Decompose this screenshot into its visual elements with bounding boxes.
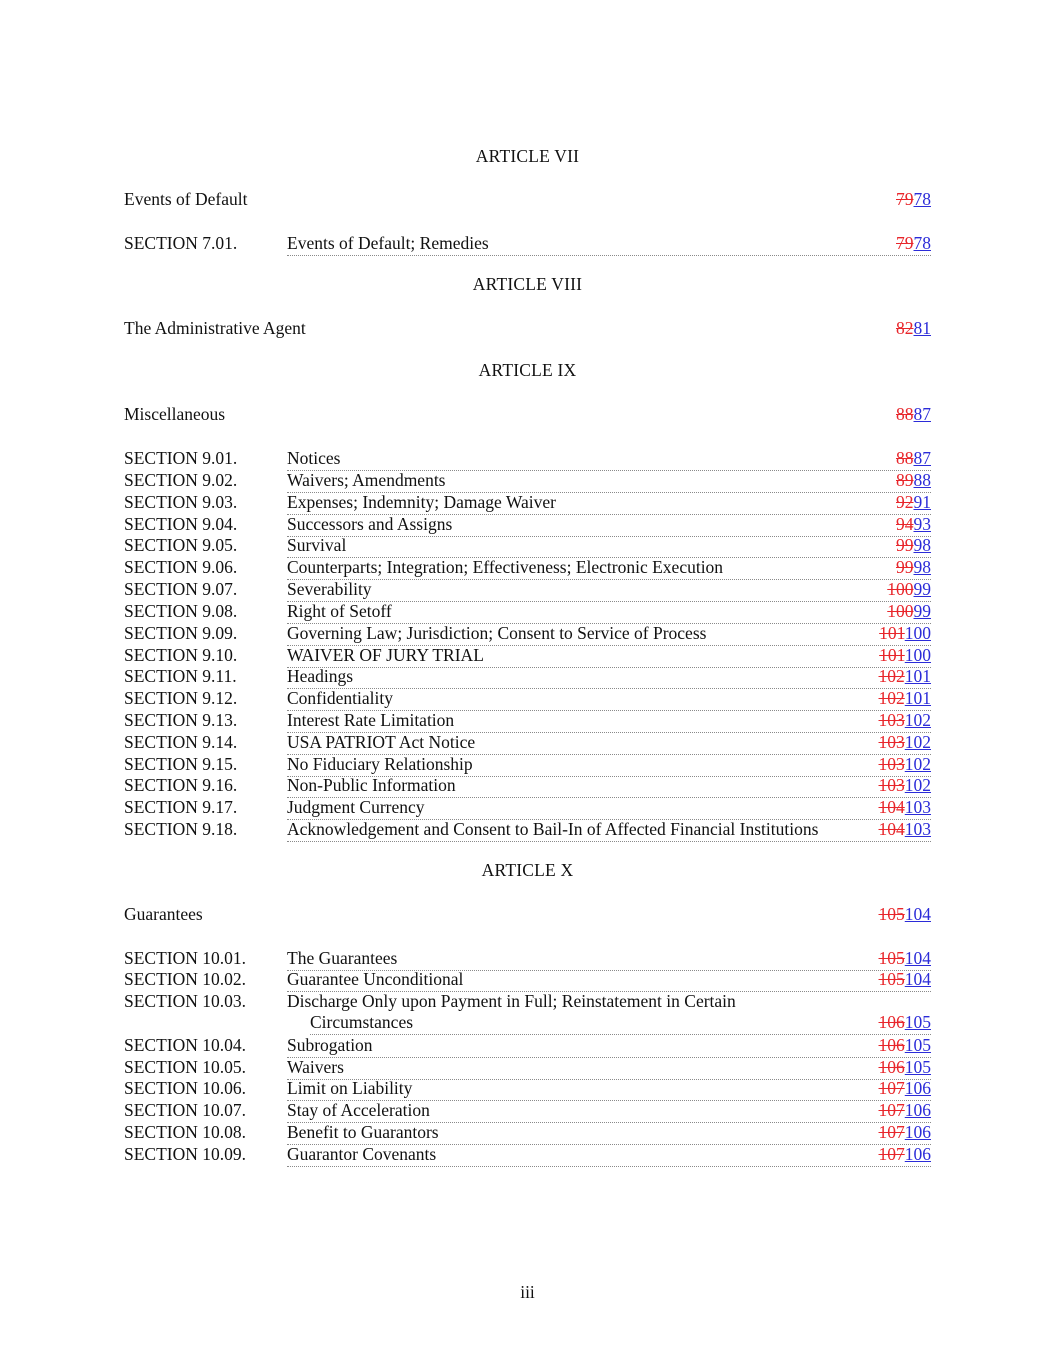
section-title: Governing Law; Jurisdiction; Consent to Service of Process bbox=[287, 623, 707, 643]
inserted-page-number[interactable]: 98 bbox=[913, 557, 931, 577]
deleted-page-number: 107 bbox=[878, 1100, 905, 1120]
inserted-page-number[interactable]: 104 bbox=[904, 948, 931, 968]
toc-row[interactable] bbox=[124, 821, 931, 843]
section-title: Acknowledgement and Consent to Bail-In of Affected Financial Institutions bbox=[287, 819, 819, 839]
section-number: SECTION 9.09. bbox=[124, 623, 238, 643]
page-ref[interactable] bbox=[894, 472, 931, 490]
deleted-page-number: 107 bbox=[878, 1078, 905, 1098]
inserted-page-number[interactable]: 104 bbox=[904, 969, 931, 989]
section-title: Survival bbox=[287, 535, 347, 555]
deleted-page-number: 104 bbox=[878, 819, 905, 839]
page-ref[interactable] bbox=[894, 516, 931, 534]
section-title: Headings bbox=[287, 666, 354, 686]
section-number: SECTION 9.04. bbox=[124, 514, 238, 534]
inserted-page-number[interactable]: 101 bbox=[904, 688, 931, 708]
dot-leader bbox=[287, 581, 931, 602]
deleted-page-number: 88 bbox=[896, 448, 914, 468]
section-number: SECTION 9.11. bbox=[124, 666, 237, 686]
toc-row[interactable] bbox=[124, 668, 931, 690]
page-ref[interactable] bbox=[877, 1146, 932, 1164]
toc-row[interactable] bbox=[124, 734, 931, 756]
inserted-page-number[interactable]: 100 bbox=[904, 645, 931, 665]
dot-leader bbox=[287, 668, 931, 689]
article-heading: Events of Default bbox=[124, 189, 248, 209]
article-title: ARTICLE X bbox=[481, 860, 574, 880]
section-number: SECTION 9.07. bbox=[124, 579, 238, 599]
deleted-page-number: 102 bbox=[878, 666, 905, 686]
page-ref[interactable] bbox=[877, 950, 932, 968]
page-ref[interactable] bbox=[877, 906, 932, 924]
inserted-page-number[interactable]: 101 bbox=[904, 666, 931, 686]
toc-row[interactable] bbox=[124, 1037, 931, 1059]
toc-row[interactable] bbox=[124, 450, 931, 472]
dot-leader bbox=[287, 1059, 931, 1080]
inserted-page-number[interactable]: 106 bbox=[904, 1078, 931, 1098]
section-title-line2: Circumstances bbox=[310, 1012, 414, 1032]
deleted-page-number: 106 bbox=[878, 1035, 905, 1055]
page-ref[interactable] bbox=[894, 320, 931, 338]
deleted-page-number: 105 bbox=[878, 948, 905, 968]
section-title: Events of Default; Remedies bbox=[287, 233, 489, 253]
inserted-page-number[interactable]: 103 bbox=[904, 797, 931, 817]
deleted-page-number: 88 bbox=[896, 404, 914, 424]
article-heading-row[interactable] bbox=[124, 906, 931, 928]
inserted-page-number[interactable]: 106 bbox=[904, 1144, 931, 1164]
deleted-page-number: 103 bbox=[878, 732, 905, 752]
page-ref[interactable] bbox=[877, 1014, 932, 1032]
page-ref[interactable] bbox=[894, 235, 931, 253]
section-number: SECTION 10.01. bbox=[124, 948, 247, 968]
article-title: ARTICLE VII bbox=[475, 146, 580, 166]
toc-row[interactable] bbox=[124, 235, 931, 257]
inserted-page-number[interactable]: 106 bbox=[904, 1122, 931, 1142]
section-title: Notices bbox=[287, 448, 341, 468]
section-number: SECTION 10.06. bbox=[124, 1078, 247, 1098]
toc-row[interactable] bbox=[124, 516, 931, 538]
section-title: Interest Rate Limitation bbox=[287, 710, 455, 730]
section-title: Waivers bbox=[287, 1057, 344, 1077]
page-ref[interactable] bbox=[877, 625, 931, 643]
toc-row[interactable] bbox=[124, 1146, 931, 1168]
deleted-page-number: 94 bbox=[896, 514, 914, 534]
toc-row[interactable] bbox=[124, 799, 931, 821]
section-title: Right of Setoff bbox=[287, 601, 392, 621]
deleted-page-number: 106 bbox=[878, 1012, 905, 1032]
section-number: SECTION 10.09. bbox=[124, 1144, 247, 1164]
section-number: SECTION 9.03. bbox=[124, 492, 238, 512]
section-number: SECTION 9.13. bbox=[124, 710, 238, 730]
deleted-page-number: 89 bbox=[896, 470, 914, 490]
section-title: Waivers; Amendments bbox=[287, 470, 446, 490]
page-ref[interactable] bbox=[885, 581, 931, 599]
page-ref[interactable] bbox=[894, 559, 931, 577]
page-ref[interactable] bbox=[894, 450, 931, 468]
section-title: Successors and Assigns bbox=[287, 514, 453, 534]
page-ref[interactable] bbox=[877, 668, 932, 686]
deleted-page-number: 92 bbox=[896, 492, 914, 512]
page-ref[interactable] bbox=[877, 690, 932, 708]
section-number: SECTION 10.04. bbox=[124, 1035, 247, 1055]
article-heading-row[interactable] bbox=[124, 320, 931, 342]
toc-row[interactable] bbox=[124, 559, 931, 581]
page-ref[interactable] bbox=[894, 191, 931, 209]
deleted-page-number: 82 bbox=[896, 318, 914, 338]
toc-row[interactable] bbox=[124, 494, 931, 516]
section-number: SECTION 10.02. bbox=[124, 969, 247, 989]
page-ref[interactable] bbox=[877, 777, 932, 795]
deleted-page-number: 79 bbox=[896, 189, 914, 209]
page-ref[interactable] bbox=[877, 1080, 932, 1098]
dot-leader bbox=[287, 537, 931, 558]
section-title: WAIVER OF JURY TRIAL bbox=[287, 645, 484, 665]
section-title: Guarantee Unconditional bbox=[287, 969, 464, 989]
toc-row[interactable] bbox=[124, 690, 931, 712]
section-number: SECTION 9.17. bbox=[124, 797, 238, 817]
article-heading: Guarantees bbox=[124, 904, 203, 924]
section-number: SECTION 9.01. bbox=[124, 448, 238, 468]
toc-row[interactable] bbox=[124, 1080, 931, 1102]
inserted-page-number[interactable]: 88 bbox=[913, 470, 931, 490]
toc-row[interactable] bbox=[124, 603, 931, 625]
section-number: SECTION 10.07. bbox=[124, 1100, 247, 1120]
page-ref[interactable] bbox=[877, 756, 932, 774]
section-title: Guarantor Covenants bbox=[287, 1144, 437, 1164]
page-ref[interactable] bbox=[885, 603, 931, 621]
deleted-page-number: 99 bbox=[896, 535, 914, 555]
inserted-page-number[interactable]: 104 bbox=[904, 904, 931, 924]
deleted-page-number: 103 bbox=[878, 710, 905, 730]
toc-row[interactable] bbox=[124, 581, 931, 603]
toc-row[interactable] bbox=[124, 712, 931, 734]
section-title: Confidentiality bbox=[287, 688, 393, 708]
section-title: Counterparts; Integration; Effectiveness; Electronic Execution bbox=[287, 557, 724, 577]
section-title: Severability bbox=[287, 579, 372, 599]
toc-row[interactable] bbox=[124, 777, 931, 799]
section-number: SECTION 9.02. bbox=[124, 470, 238, 490]
deleted-page-number: 100 bbox=[887, 601, 914, 621]
toc-row[interactable] bbox=[124, 625, 931, 647]
section-number: SECTION 9.10. bbox=[124, 645, 238, 665]
inserted-page-number[interactable]: 102 bbox=[904, 775, 931, 795]
page-ref[interactable] bbox=[877, 1102, 932, 1120]
section-number: SECTION 9.15. bbox=[124, 754, 238, 774]
deleted-page-number: 107 bbox=[878, 1122, 905, 1142]
article-heading-row[interactable] bbox=[124, 191, 931, 213]
inserted-page-number[interactable]: 102 bbox=[904, 754, 931, 774]
section-number: SECTION 10.05. bbox=[124, 1057, 247, 1077]
toc-row[interactable] bbox=[124, 993, 931, 1037]
article-heading: Miscellaneous bbox=[124, 404, 226, 424]
page-ref[interactable] bbox=[877, 712, 932, 730]
deleted-page-number: 101 bbox=[879, 645, 905, 665]
toc-row[interactable] bbox=[124, 537, 931, 559]
toc-row[interactable] bbox=[124, 647, 931, 669]
page-ref[interactable] bbox=[877, 799, 932, 817]
inserted-page-number[interactable]: 99 bbox=[913, 579, 931, 599]
deleted-page-number: 105 bbox=[878, 969, 905, 989]
page-ref[interactable] bbox=[877, 1124, 932, 1142]
inserted-page-number[interactable]: 103 bbox=[904, 819, 931, 839]
deleted-page-number: 107 bbox=[878, 1144, 905, 1164]
inserted-page-number[interactable]: 100 bbox=[904, 623, 931, 643]
article-title: ARTICLE VIII bbox=[472, 274, 583, 294]
page-number-footer: iii bbox=[520, 1282, 535, 1302]
section-number: SECTION 9.12. bbox=[124, 688, 238, 708]
inserted-page-number[interactable]: 99 bbox=[913, 601, 931, 621]
article-title: ARTICLE IX bbox=[478, 360, 577, 380]
section-number: SECTION 9.06. bbox=[124, 557, 238, 577]
section-title: USA PATRIOT Act Notice bbox=[287, 732, 476, 752]
section-title-line1: Discharge Only upon Payment in Full; Reinstatement in Certain bbox=[287, 991, 736, 1011]
deleted-page-number: 100 bbox=[887, 579, 914, 599]
section-title: Subrogation bbox=[287, 1035, 373, 1055]
deleted-page-number: 103 bbox=[878, 754, 905, 774]
deleted-page-number: 99 bbox=[896, 557, 914, 577]
page-ref[interactable] bbox=[877, 734, 932, 752]
page-ref[interactable] bbox=[894, 494, 931, 512]
toc-row[interactable] bbox=[124, 756, 931, 778]
page-ref[interactable] bbox=[877, 1059, 932, 1077]
toc-row[interactable] bbox=[124, 1124, 931, 1146]
section-title: Judgment Currency bbox=[287, 797, 425, 817]
page-ref[interactable] bbox=[877, 1037, 932, 1055]
inserted-page-number[interactable]: 98 bbox=[913, 535, 931, 555]
section-title: Expenses; Indemnity; Damage Waiver bbox=[287, 492, 556, 512]
toc-row[interactable] bbox=[124, 971, 931, 993]
section-title: The Guarantees bbox=[287, 948, 398, 968]
deleted-page-number: 103 bbox=[878, 775, 905, 795]
deleted-page-number: 101 bbox=[879, 623, 905, 643]
toc-row[interactable] bbox=[124, 472, 931, 494]
dot-leader bbox=[287, 450, 931, 471]
inserted-page-number[interactable]: 87 bbox=[913, 404, 931, 424]
inserted-page-number[interactable]: 81 bbox=[913, 318, 931, 338]
section-title: No Fiduciary Relationship bbox=[287, 754, 473, 774]
inserted-page-number[interactable]: 102 bbox=[904, 732, 931, 752]
page-ref[interactable] bbox=[894, 537, 931, 555]
section-number: SECTION 9.08. bbox=[124, 601, 238, 621]
article-heading-row[interactable] bbox=[124, 406, 931, 428]
section-number: SECTION 9.18. bbox=[124, 819, 238, 839]
section-number: SECTION 9.14. bbox=[124, 732, 238, 752]
article-heading: The Administrative Agent bbox=[124, 318, 306, 338]
page-ref[interactable] bbox=[877, 821, 932, 839]
inserted-page-number[interactable]: 78 bbox=[913, 233, 931, 253]
inserted-page-number[interactable]: 78 bbox=[913, 189, 931, 209]
section-title: Non-Public Information bbox=[287, 775, 456, 795]
dot-leader bbox=[287, 1037, 931, 1058]
section-title: Limit on Liability bbox=[287, 1078, 413, 1098]
inserted-page-number[interactable]: 87 bbox=[913, 448, 931, 468]
inserted-page-number[interactable]: 105 bbox=[904, 1057, 931, 1077]
section-number: SECTION 9.05. bbox=[124, 535, 238, 555]
section-number: SECTION 9.16. bbox=[124, 775, 238, 795]
inserted-page-number[interactable]: 93 bbox=[913, 514, 931, 534]
inserted-page-number[interactable]: 102 bbox=[904, 710, 931, 730]
page-ref[interactable] bbox=[877, 647, 931, 665]
section-title: Stay of Acceleration bbox=[287, 1100, 430, 1120]
deleted-page-number: 79 bbox=[896, 233, 914, 253]
inserted-page-number[interactable]: 105 bbox=[904, 1035, 931, 1055]
section-number: SECTION 10.08. bbox=[124, 1122, 247, 1142]
section-number: SECTION 10.03. bbox=[124, 991, 247, 1011]
section-title: Benefit to Guarantors bbox=[287, 1122, 439, 1142]
section-number: SECTION 7.01. bbox=[124, 233, 238, 253]
deleted-page-number: 102 bbox=[878, 688, 905, 708]
page-ref[interactable] bbox=[877, 971, 932, 989]
inserted-page-number[interactable]: 91 bbox=[913, 492, 931, 512]
toc-row[interactable] bbox=[124, 1102, 931, 1124]
inserted-page-number[interactable]: 106 bbox=[904, 1100, 931, 1120]
deleted-page-number: 105 bbox=[878, 904, 905, 924]
deleted-page-number: 104 bbox=[878, 797, 905, 817]
inserted-page-number[interactable]: 105 bbox=[904, 1012, 931, 1032]
page-ref[interactable] bbox=[894, 406, 931, 424]
deleted-page-number: 106 bbox=[878, 1057, 905, 1077]
